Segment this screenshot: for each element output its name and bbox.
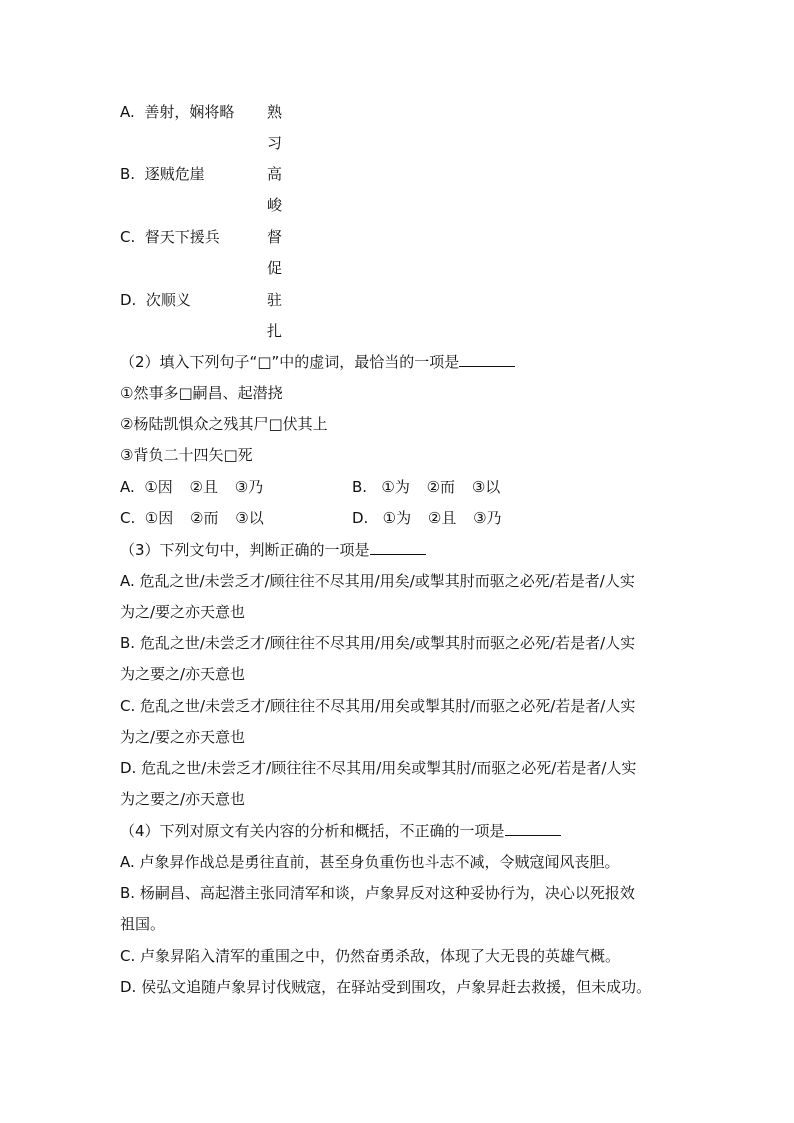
q1-option-a-meaning-2: 习 bbox=[267, 134, 283, 152]
q3-stem: （3）下列文句中，判断正确的一项是 bbox=[120, 540, 426, 560]
q1-option-b-meaning-2: 峻 bbox=[267, 196, 283, 214]
q4-option-b-line-2: 祖国。 bbox=[120, 915, 166, 933]
q4-option-d: D. 侯弘文追随卢象昇讨伐贼寇，在驿站受到围攻，卢象昇赶去救援，但未成功。 bbox=[120, 978, 652, 996]
q2-option-c: C. ①因 ②而 ③以 bbox=[120, 509, 264, 527]
q4-option-c: C. 卢象昇陷入清军的重围之中，仍然奋勇杀敌，体现了大无畏的英雄气概。 bbox=[120, 947, 621, 965]
answer-blank bbox=[459, 352, 515, 367]
q4-option-a: A. 卢象昇作战总是勇往直前，甚至身负重伤也斗志不减，令贼寇闻风丧胆。 bbox=[120, 853, 620, 871]
q1-option-a-meaning-1: 熟 bbox=[267, 103, 283, 121]
q4-option-b-line-1: B. 杨嗣昌、高起潜主张同清军和谈，卢象昇反对这种妥协行为，决心以死报效 bbox=[120, 884, 635, 902]
q3-option-c-line-2: 为之/要之亦天意也 bbox=[120, 728, 246, 746]
q2-option-a: A. ①因 ②且 ③乃 bbox=[120, 478, 264, 496]
q3-option-a-line-1: A. 危乱之世/未尝乏才/顾往往不尽其用/用矣/或掣其肘而驱之必死/若是者/人实 bbox=[120, 572, 635, 590]
q2-sentence-2: ②杨陆凯惧众之残其尸□伏其上 bbox=[120, 415, 328, 433]
answer-blank bbox=[505, 821, 561, 836]
q1-option-b-meaning-1: 高 bbox=[267, 165, 283, 183]
q1-option-c-meaning-2: 促 bbox=[267, 259, 283, 277]
q2-sentence-3: ③背负二十四矢□死 bbox=[120, 446, 253, 464]
q2-sentence-1: ①然事多□嗣昌、起潜挠 bbox=[120, 384, 283, 402]
q1-option-c-meaning-1: 督 bbox=[267, 228, 283, 246]
q1-option-b: B. 逐贼危崖 bbox=[120, 165, 205, 183]
q1-option-d-meaning-2: 扎 bbox=[267, 322, 283, 340]
q2-option-d: D. ①为 ②且 ③乃 bbox=[352, 509, 502, 527]
q1-option-d: D. 次顺义 bbox=[120, 291, 191, 309]
answer-blank bbox=[370, 540, 426, 555]
q3-option-b-line-2: 为之要之/亦天意也 bbox=[120, 665, 246, 683]
q1-option-d-meaning-1: 驻 bbox=[267, 291, 283, 309]
q3-option-a-line-2: 为之/要之亦天意也 bbox=[120, 603, 246, 621]
q1-option-c: C. 督天下援兵 bbox=[120, 228, 220, 246]
q3-option-d-line-1: D. 危乱之世/未尝乏才/顾往往不尽其用/用矣或掣其肘/而驱之必死/若是者/人实 bbox=[120, 759, 637, 777]
q2-stem: （2）填入下列句子“□”中的虚词，最恰当的一项是 bbox=[120, 352, 515, 372]
q3-option-c-line-1: C. 危乱之世/未尝乏才/顾往往不尽其用/用矣或掣其肘/而驱之必死/若是者/人实 bbox=[120, 697, 636, 715]
q3-option-b-line-1: B. 危乱之世/未尝乏才/顾往往不尽其用/用矣/或掣其肘而驱之必死/若是者/人实 bbox=[120, 634, 636, 652]
q3-option-d-line-2: 为之要之/亦天意也 bbox=[120, 790, 246, 808]
q1-option-a: A. 善射，娴将略 bbox=[120, 103, 235, 121]
q2-option-b: B. ①为 ②而 ③以 bbox=[352, 478, 501, 496]
q4-stem: （4）下列对原文有关内容的分析和概括，不正确的一项是 bbox=[120, 821, 561, 841]
